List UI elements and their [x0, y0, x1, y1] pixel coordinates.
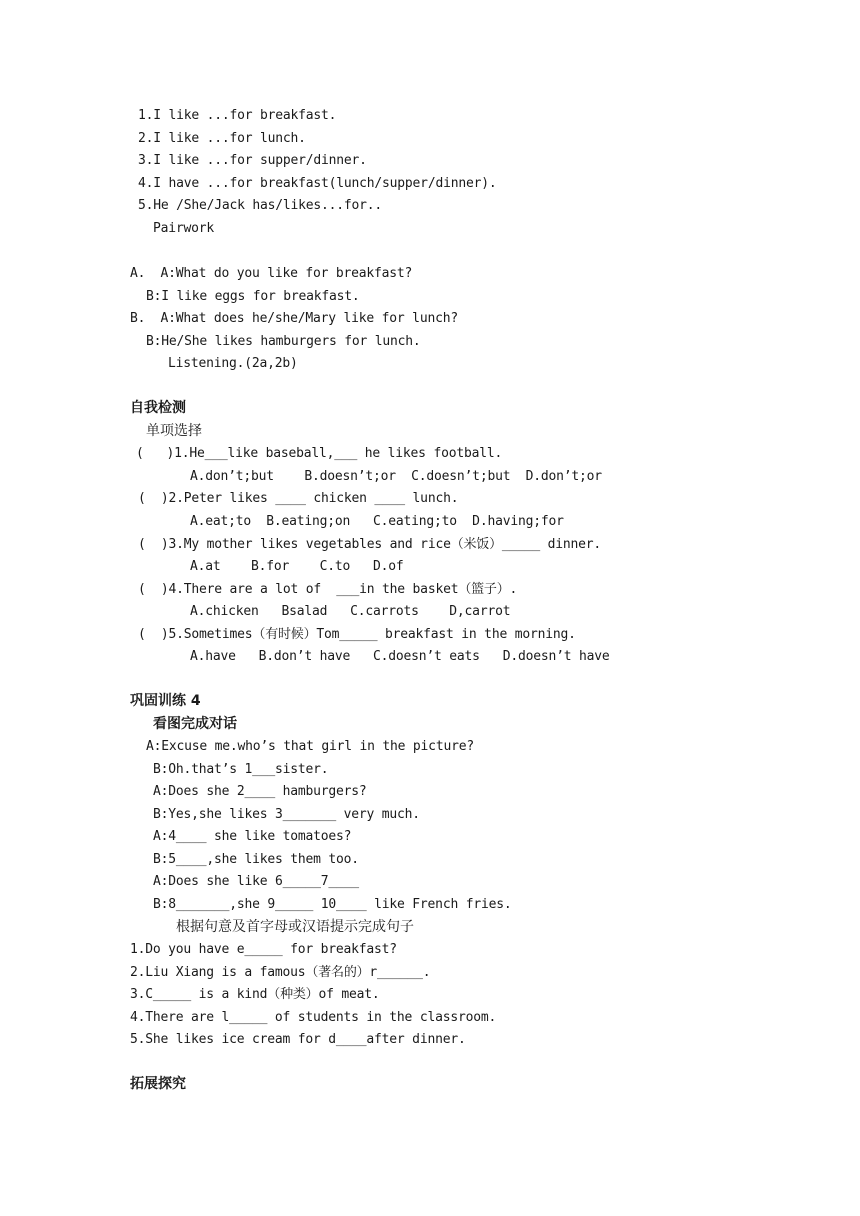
dialogue-line: B:He/She likes hamburgers for lunch.: [146, 334, 421, 349]
dialogue-line: B. A:What does he/she/Mary like for lunch?: [130, 311, 458, 326]
pattern-line: 2.I like ...for lunch.: [138, 131, 306, 146]
question-line: ( )2.Peter likes ____ chicken ____ lunch.: [138, 491, 459, 506]
fill-line: 1.Do you have e_____ for breakfast?: [130, 942, 397, 957]
option-line: A.at B.for C.to D.of: [190, 559, 404, 574]
dialogue-line: A. A:What do you like for breakfast?: [130, 266, 413, 281]
practice-dialogue-line: A:Excuse me.who’s that girl in the picture?: [146, 739, 474, 754]
practice-heading: 巩固训练 4: [130, 693, 201, 709]
pattern-line: 3.I like ...for supper/dinner.: [138, 153, 367, 168]
extension-heading: 拓展探究: [130, 1076, 186, 1092]
question-line: ( )5.Sometimes（有时候）Tom_____ breakfast in the morning.: [138, 627, 576, 642]
question-line: ( )3.My mother likes vegetables and rice（米饭）_____ dinner.: [138, 537, 602, 552]
practice-dialogue-line: B:Oh.that’s 1___sister.: [153, 762, 329, 777]
listening-label: Listening.(2a,2b): [168, 356, 298, 371]
fill-heading: 根据句意及首字母或汉语提示完成句子: [176, 919, 414, 935]
option-line: A.have B.don’t have C.doesn’t eats D.doesn’t have: [190, 649, 610, 664]
fill-line: 5.She likes ice cream for d____after dinner.: [130, 1032, 466, 1047]
fill-line: 4.There are l_____ of students in the classroom.: [130, 1010, 497, 1025]
self-check-heading: 自我检测: [130, 400, 186, 416]
practice-dialogue-line: A:4____ she like tomatoes?: [153, 829, 352, 844]
pattern-line: 4.I have ...for breakfast(lunch/supper/dinner).: [138, 176, 497, 191]
practice-dialogue-line: A:Does she 2____ hamburgers?: [153, 784, 367, 799]
practice-dialogue-line: B:5____,she likes them too.: [153, 852, 359, 867]
practice-dialogue-line: B:Yes,she likes 3_______ very much.: [153, 807, 420, 822]
question-line: ( )4.There are a lot of ___in the basket（篮子）.: [138, 582, 518, 597]
option-line: A.eat;to B.eating;on C.eating;to D.having;for: [190, 514, 564, 529]
dialogue-line: B:I like eggs for breakfast.: [146, 289, 360, 304]
fill-line: 3.C_____ is a kind（种类）of meat.: [130, 987, 380, 1002]
fill-line: 2.Liu Xiang is a famous（著名的）r______.: [130, 965, 431, 980]
pattern-line: 5.He /She/Jack has/likes...for..: [138, 198, 383, 213]
self-check-subheading: 单项选择: [146, 423, 202, 439]
practice-subheading: 看图完成对话: [153, 716, 237, 732]
pattern-line: 1.I like ...for breakfast.: [138, 108, 337, 123]
practice-dialogue-line: A:Does she like 6_____7____: [153, 874, 359, 889]
option-line: A.chicken Bsalad C.carrots D,carrot: [190, 604, 511, 619]
pairwork-label: Pairwork: [153, 221, 215, 236]
question-line: ( )1.He___like baseball,___ he likes football.: [136, 446, 503, 461]
option-line: A.don’t;but B.doesn’t;or C.doesn’t;but D.don’t;or: [190, 469, 602, 484]
practice-dialogue-line: B:8_______,she 9_____ 10____ like French fries.: [153, 897, 512, 912]
